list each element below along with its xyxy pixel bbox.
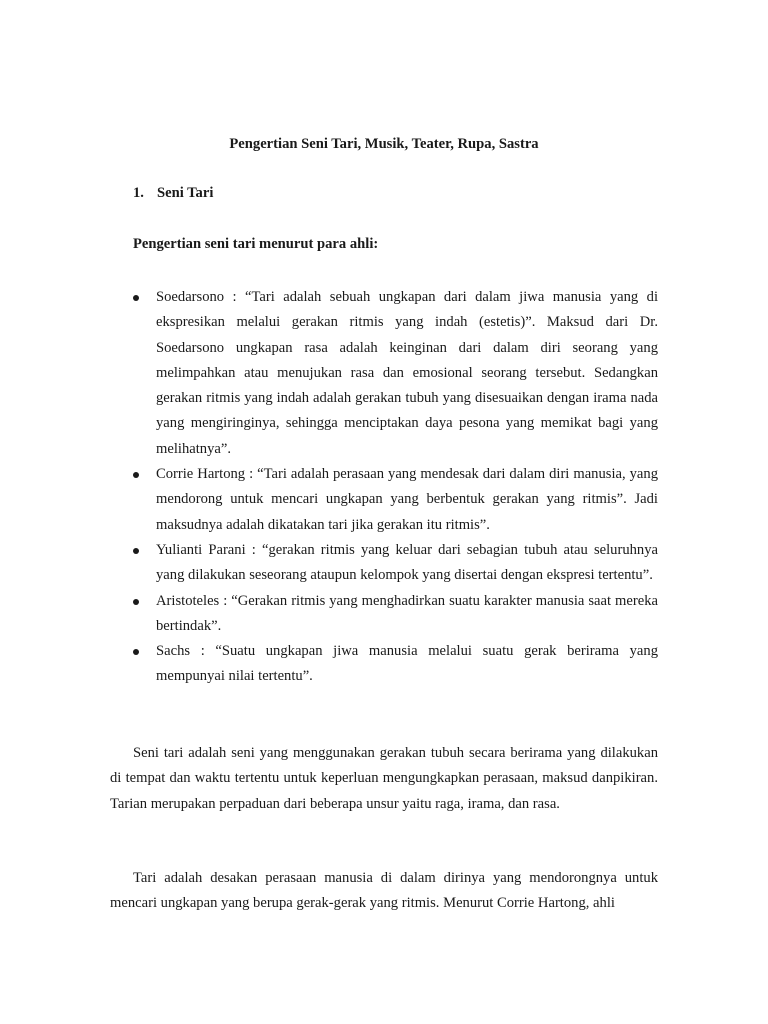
document-title: Pengertian Seni Tari, Musik, Teater, Rupa, Sastra [229, 136, 539, 152]
bullet-icon [133, 599, 139, 605]
section-heading [133, 185, 213, 202]
list-item [133, 538, 658, 589]
section-number: 1. [133, 185, 144, 201]
section-label: Seni Tari [157, 185, 214, 201]
list-item [133, 285, 658, 462]
list-item-text: Aristoteles : “Gerakan ritmis yang menghadirkan suatu karakter manusia saat mereka bertindak”. [156, 592, 658, 634]
body-paragraph: Tari adalah desakan perasaan manusia di dalam dirinya yang mendorongnya untuk mencari ungkapan yang berupa gerak-gerak yang ritmis. Menurut Corrie Hartong, ahli [110, 870, 658, 912]
bullet-icon [133, 548, 139, 554]
bullet-icon [133, 649, 139, 655]
list-item-text: Sachs : “Suatu ungkapan jiwa manusia melalui suatu gerak berirama yang mempunyai nilai tertentu”. [156, 643, 658, 685]
list-item [133, 589, 658, 640]
body-paragraph: Seni tari adalah seni yang menggunakan gerakan tubuh secara berirama yang dilakukan di tempat dan waktu tertentu untuk keperluan mengungkapkan perasaan, maksud danpikiran. Tarian merupakan perpaduan dari beberapa unsur yaitu raga, irama, dan rasa. [110, 745, 658, 812]
subheading: Pengertian seni tari menurut para ahli: [133, 236, 379, 252]
list-item-text: Soedarsono : “Tari adalah sebuah ungkapan dari dalam jiwa manusia yang di ekspresikan melalui gerakan ritmis yang indah (estetis)”. Maksud dari Dr. Soedarsono ungkapan rasa adalah keinginan dari dalam diri seorang yang melimpahkan atau menujukan rasa dan emosional seorang tersebut. Sedangkan gerakan ritmis yang indah adalah gerakan tubuh yang disesuaikan dengan irama nada yang mengiringinya, sehingga menciptakan daya pesona yang memikat bagi yang melihatnya”. [156, 289, 658, 457]
list-item [133, 639, 658, 690]
bullet-icon [133, 472, 139, 478]
list-item-text: Yulianti Parani : “gerakan ritmis yang keluar dari sebagian tubuh atau seluruhnya yang dilakukan seseorang ataupun kelompok yang disertai dengan ekspresi tertentu”. [156, 541, 658, 584]
expert-definitions-list [133, 285, 658, 690]
list-item-text: Corrie Hartong : “Tari adalah perasaan yang mendesak dari dalam diri manusia, yang mendorong untuk mencari ungkapan yang berbentuk gerakan yang ritmis”. Jadi maksudnya adalah dikatakan tari jika gerakan itu ritmis”. [156, 466, 658, 533]
list-item [133, 462, 658, 538]
bullet-icon [133, 295, 139, 301]
